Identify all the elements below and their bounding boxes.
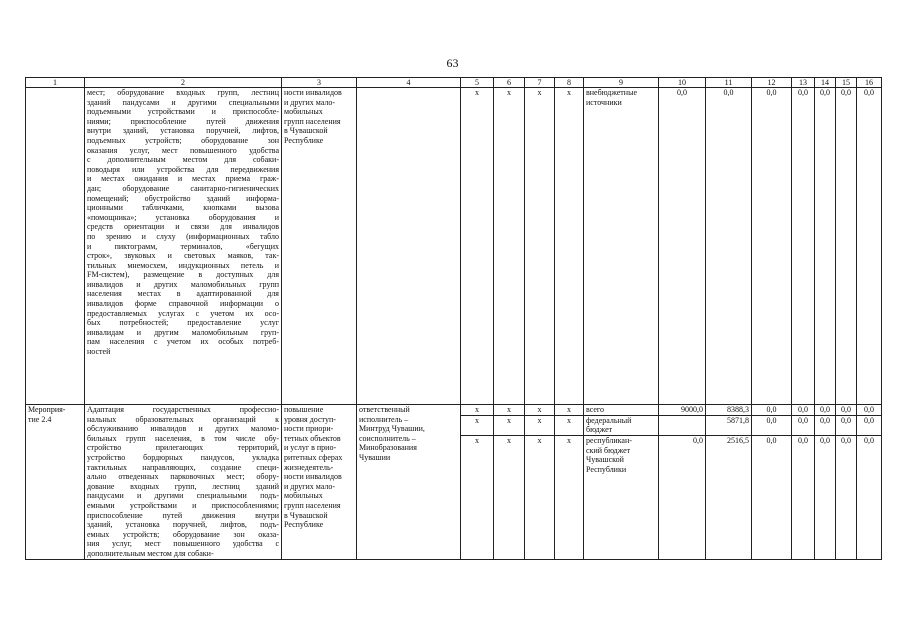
column-header: 12 [752, 78, 792, 88]
text-line: внебюджетные [586, 88, 637, 97]
text-line: ответственный [359, 405, 410, 414]
cell-value: 0,0 [836, 88, 857, 405]
cell-value: 0,0 [857, 88, 882, 405]
text-line: «помощника»; установка оборудования и [87, 212, 279, 222]
column-header: 10 [659, 78, 706, 88]
text-line: Республике [284, 135, 324, 145]
cell-value: 8388,3 [706, 405, 752, 416]
cell-funding-source [584, 88, 659, 405]
cell-code: x [494, 88, 525, 405]
cell-code: x [555, 435, 584, 559]
text-line: инвалидов и других маломобильных групп [87, 279, 279, 289]
cell-funding-source [584, 435, 659, 559]
cell-activity [26, 88, 85, 405]
text-line: ности инвалидов [284, 472, 342, 482]
cell-code: x [555, 415, 584, 435]
cell-value: 0,0 [792, 435, 815, 559]
text-line: Чувашии [359, 452, 391, 462]
text-line: дополнительным местом для собаки- [87, 548, 214, 558]
text-line: ский бюджет [586, 445, 631, 455]
text-line: тильных мнемосхем, индукционных петель и [87, 260, 279, 270]
cell-value: 0,0 [836, 415, 857, 435]
text-line: пандусами и другими специальными подъ- [87, 491, 279, 501]
text-line: ритетных сферах [284, 452, 343, 462]
column-header: 15 [836, 78, 857, 88]
cell-code: x [494, 435, 525, 559]
cell-code: x [494, 415, 525, 435]
text-line: емных устройств; оборудование зон оказа- [87, 529, 279, 539]
text-line: Республики [586, 464, 627, 474]
text-line: исполнитель – [359, 414, 409, 424]
text-line: инвалидов форме справочной информации о [87, 299, 279, 309]
text-line: внутри зданий, установка поручней, лифтов, [87, 126, 279, 136]
text-line: с дополнительным местом для собаки- [87, 155, 279, 165]
text-line: групп населения [284, 116, 341, 126]
header-row [26, 78, 882, 88]
cell-value: 0,0 [659, 88, 706, 405]
cell-value: 2516,5 [706, 435, 752, 559]
table-row [26, 405, 882, 416]
text-line: тие 2.4 [28, 414, 52, 424]
text-line: предоставляемых услугах с учетом их осо- [87, 308, 279, 318]
cell-code: x [461, 88, 494, 405]
text-line: FM-систем), размещение в доступных для [87, 270, 279, 280]
text-line: бюджет [586, 425, 613, 435]
cell-value: 0,0 [857, 415, 882, 435]
column-header: 11 [706, 78, 752, 88]
column-header: 4 [357, 78, 461, 88]
text-line: и услуг в прио- [284, 443, 337, 453]
text-line: в Чувашской [284, 126, 328, 136]
cell-value: 0,0 [815, 435, 836, 559]
text-line: республикан- [586, 435, 632, 445]
column-header: 16 [857, 78, 882, 88]
text-line: пам населения с учетом их особых потреб- [87, 337, 279, 347]
text-line: емными устройствами и приспособлениями; [87, 500, 279, 510]
text-line: обслуживанию инвалидов и других маломо- [87, 424, 279, 434]
text-line: нальных образовательных организаций к [87, 414, 279, 424]
text-line: и других мало- [284, 97, 336, 107]
text-line: Чувашской [586, 455, 624, 465]
text-line: Республике [284, 520, 324, 530]
cell-value: 0,0 [815, 88, 836, 405]
cell-funding-source [584, 405, 659, 416]
cell-code: x [525, 435, 555, 559]
text-line: ностей [87, 347, 111, 357]
cell-value: 0,0 [752, 88, 792, 405]
page-number: 63 [446, 56, 459, 70]
cell-code: x [461, 435, 494, 559]
column-header: 8 [555, 78, 584, 88]
cell-code: x [525, 88, 555, 405]
column-header: 1 [26, 78, 85, 88]
text-line: федеральный [586, 415, 632, 425]
cell-code: x [555, 88, 584, 405]
text-line: зданий, установка поручней, лифтов, подъ- [87, 520, 279, 530]
text-line: всего [586, 405, 605, 414]
text-line: устройство бордюрных пандусов, укладка [87, 452, 279, 462]
cell-value: 0,0 [836, 405, 857, 416]
text-line: подъемных устройств; оборудование зон [87, 135, 279, 145]
column-header: 3 [282, 78, 357, 88]
cell-goal [282, 405, 357, 560]
column-header: 6 [494, 78, 525, 88]
text-line: бильных групп населения, в том числе обу- [87, 433, 279, 443]
text-line: Мероприя- [28, 405, 66, 414]
cell-code: x [525, 415, 555, 435]
text-line: групп населения [284, 500, 341, 510]
text-line: ниями; приспособление путей движения [87, 116, 279, 126]
text-line: мобильных [284, 107, 323, 117]
column-header: 2 [85, 78, 282, 88]
text-line: тетных объектов [284, 433, 341, 443]
text-line: подъемными устройствами и приспособле- [87, 107, 279, 117]
column-header: 14 [815, 78, 836, 88]
cell-code: x [461, 405, 494, 416]
text-line: поводыря или устройства для передвижения [87, 164, 279, 174]
cell-value: 0,0 [792, 415, 815, 435]
cell-value: 9000,0 [659, 405, 706, 416]
program-table [25, 77, 882, 560]
text-line: дование входных групп, лестниц зданий [87, 481, 279, 491]
text-line: зданий пандусами и другими специальными [87, 97, 279, 107]
cell-value: 0,0 [815, 405, 836, 416]
cell-value: 0,0 [706, 88, 752, 405]
cell-description [85, 88, 282, 405]
cell-value: 0,0 [752, 435, 792, 559]
cell-executor [357, 88, 461, 405]
cell-value [659, 415, 706, 435]
text-line: и пиктограмм, терминалов, «бегущих [87, 241, 279, 251]
text-line: инвалидам и другим маломобильным груп- [87, 327, 279, 337]
cell-code: x [461, 415, 494, 435]
cell-description [85, 405, 282, 560]
cell-code: x [525, 405, 555, 416]
text-line: по зрению и слуху (информационных табло [87, 231, 279, 241]
text-line: средств ориентации и связи для инвалидов [87, 222, 279, 232]
cell-activity [26, 405, 85, 560]
text-line: Минобразования [359, 443, 417, 453]
text-line: уровня доступ- [284, 414, 336, 424]
text-line: ционными табличками, кнопками вызова [87, 203, 279, 213]
cell-value: 0,0 [752, 405, 792, 416]
text-line: соисполнитель – [359, 433, 416, 443]
text-line: жизнедеятель- [284, 462, 334, 472]
text-line: ния услуг, мест повышенного удобства с [87, 539, 279, 549]
cell-funding-source [584, 415, 659, 435]
cell-value: 0,0 [815, 415, 836, 435]
column-header: 9 [584, 78, 659, 88]
text-line: источники [586, 97, 622, 107]
cell-executor [357, 405, 461, 560]
column-header: 7 [525, 78, 555, 88]
cell-value: 0,0 [792, 405, 815, 416]
text-line: помещений; обустройство зданий информа- [87, 193, 279, 203]
cell-value: 0,0 [857, 405, 882, 416]
text-line: и местах ожидания и местах приема граж- [87, 174, 279, 184]
text-line: стройство прилегающих территорий, [87, 443, 279, 453]
text-line: повышение [284, 405, 324, 414]
text-line: строк», звуковых и световых маяков, так- [87, 251, 279, 261]
text-line: тактильных направляющих, создание специ- [87, 462, 279, 472]
cell-code: x [494, 405, 525, 416]
cell-value: 0,0 [659, 435, 706, 559]
cell-value: 0,0 [792, 88, 815, 405]
text-line: Минтруд Чувашии, [359, 424, 425, 434]
cell-value: 5871,8 [706, 415, 752, 435]
cell-code: x [555, 405, 584, 416]
text-line: и других мало- [284, 481, 336, 491]
text-line: в Чувашской [284, 510, 328, 520]
cell-value: 0,0 [836, 435, 857, 559]
text-line: Адаптация государственных профессио- [87, 405, 279, 414]
cell-goal [282, 88, 357, 405]
text-line: мест; оборудование входных групп, лестниц [87, 88, 279, 97]
text-line: населения местах в адаптированной для [87, 289, 279, 299]
cell-value: 0,0 [752, 415, 792, 435]
column-header: 13 [792, 78, 815, 88]
text-line: ности приори- [284, 424, 334, 434]
text-line: мобильных [284, 491, 323, 501]
text-line: ально отведенных парковочных мест; обору- [87, 472, 279, 482]
text-line: приспособление путей движения внутри [87, 510, 279, 520]
text-line: дан; оборудование санитарно-гигиенических [87, 183, 279, 193]
text-line: оказания услуг, мест повышенного удобства [87, 145, 279, 155]
text-line: бых потребностей; предоставление услуг [87, 318, 279, 328]
table-row [26, 88, 882, 405]
text-line: ности инвалидов [284, 88, 342, 97]
cell-value: 0,0 [857, 435, 882, 559]
column-header: 5 [461, 78, 494, 88]
